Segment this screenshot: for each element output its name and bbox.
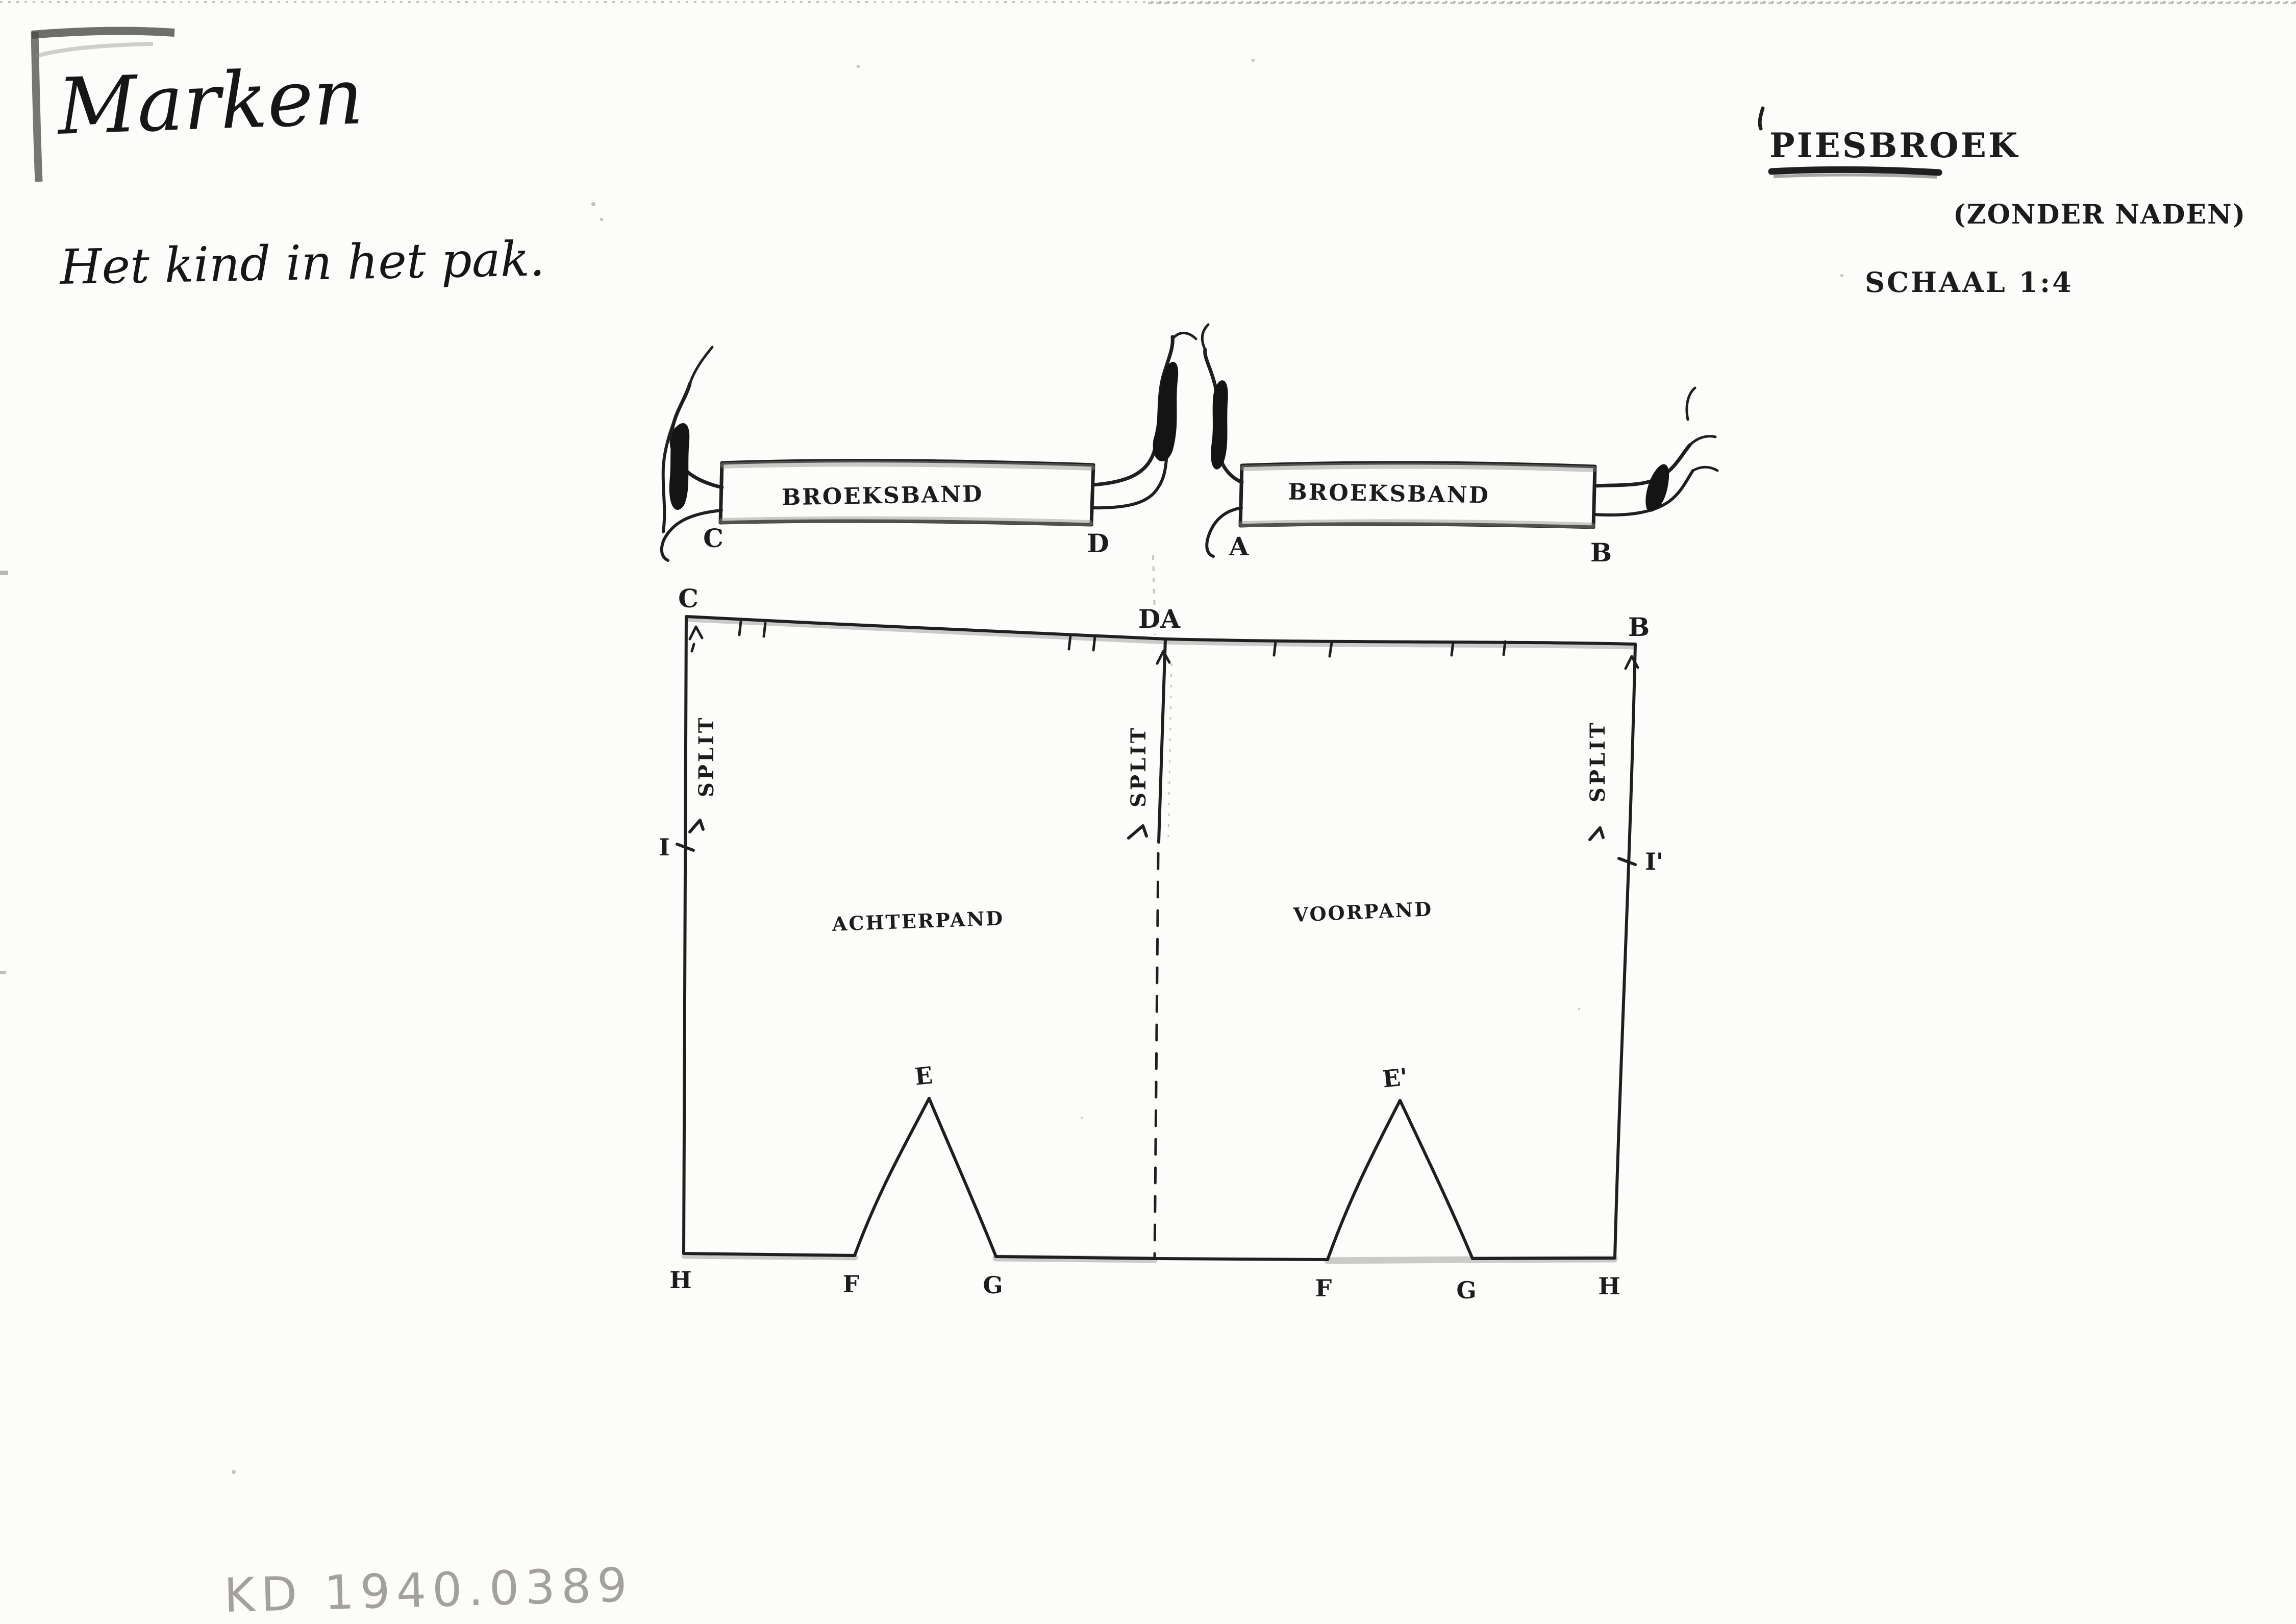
split-label-middle: SPLIT — [1127, 725, 1151, 807]
waistband-left-top-smudge — [723, 463, 1092, 467]
center-split-end-arrow — [1129, 826, 1146, 838]
split-label-left: SPLIT — [694, 715, 718, 797]
waistband-right-tie-right-tips — [1687, 388, 1717, 471]
point-i-prime-arrow — [1590, 828, 1603, 840]
waistband-right-corner-a: A — [1229, 531, 1249, 561]
pattern-corner-b: B — [1628, 612, 1650, 642]
pattern-corner-c: C — [678, 583, 698, 613]
waistband-right-tie-right-lower — [1594, 471, 1693, 515]
caret-under-c — [690, 627, 702, 651]
waistband-right — [1202, 325, 1717, 568]
gusset-apex-e: E — [913, 1061, 934, 1091]
panel-front-label: VOORPAND — [1292, 897, 1434, 926]
location-title: Marken — [56, 51, 365, 152]
panel-back-label: ACHTERPAND — [832, 906, 1005, 936]
gusset-apex-e-prime: E' — [1381, 1063, 1409, 1093]
waistband-left-bottom-smudge — [722, 520, 1090, 523]
inventory-number: KD 1940.0389 — [223, 1558, 634, 1623]
waistband-right-label: BROEKSBAND — [1288, 479, 1490, 509]
piece-title: PIESBROEK — [1769, 126, 2020, 165]
scan-mark-left-2 — [0, 971, 6, 974]
pattern-corner-da: DA — [1138, 604, 1181, 634]
center-line-smudge — [1168, 663, 1171, 837]
bottom-point-f-left: F — [842, 1270, 860, 1298]
center-fold-line — [1155, 853, 1158, 1258]
bottom-point-f-right: F — [1315, 1274, 1332, 1302]
point-i-label: I — [659, 833, 670, 861]
bottom-point-h-left: H — [669, 1266, 692, 1294]
scale-note: SCHAAL 1:4 — [1865, 266, 2074, 299]
bottom-point-g-left: G — [983, 1271, 1003, 1299]
point-i-arrow — [690, 820, 703, 832]
waistband-left-tie-left-fold — [670, 424, 688, 509]
piece-note: (ZONDER NADEN) — [1953, 199, 2247, 230]
pattern-piece — [659, 555, 1663, 1304]
piece-title-underline — [1771, 169, 1939, 173]
waistband-left-tie-left-tip — [690, 347, 712, 384]
point-i-prime-label: I' — [1645, 848, 1663, 875]
waistband-right-bottom-smudge — [1242, 522, 1592, 526]
pattern-outline — [684, 617, 1635, 1260]
waistband-right-tie-left-tip — [1202, 325, 1208, 350]
subject-line: Het kind in het pak. — [59, 231, 545, 296]
waistband-left-corner-c: C — [703, 523, 723, 553]
waistband-left-tie-right-tip — [1174, 333, 1196, 339]
waistband-right-tie-left-fold — [1212, 381, 1228, 469]
piece-title-underline-smudge — [1774, 175, 1937, 177]
pen-mark-apostrophe — [1760, 108, 1763, 129]
waistband-left — [662, 333, 1196, 560]
scan-mark-left-1 — [0, 571, 8, 575]
waistband-right-tie-right-upper — [1595, 445, 1690, 486]
split-label-right: SPLIT — [1586, 720, 1610, 802]
waistband-right-corner-b: B — [1590, 537, 1612, 568]
bottom-point-g-right: G — [1456, 1276, 1477, 1304]
waistband-left-corner-d: D — [1087, 528, 1109, 558]
center-split-line — [1159, 639, 1165, 842]
waistband-left-label: BROEKSBAND — [781, 481, 984, 511]
waistband-right-top-smudge — [1243, 466, 1593, 469]
waistband-left-tie-right-fold — [1154, 362, 1177, 460]
bottom-point-h-right: H — [1598, 1272, 1620, 1300]
